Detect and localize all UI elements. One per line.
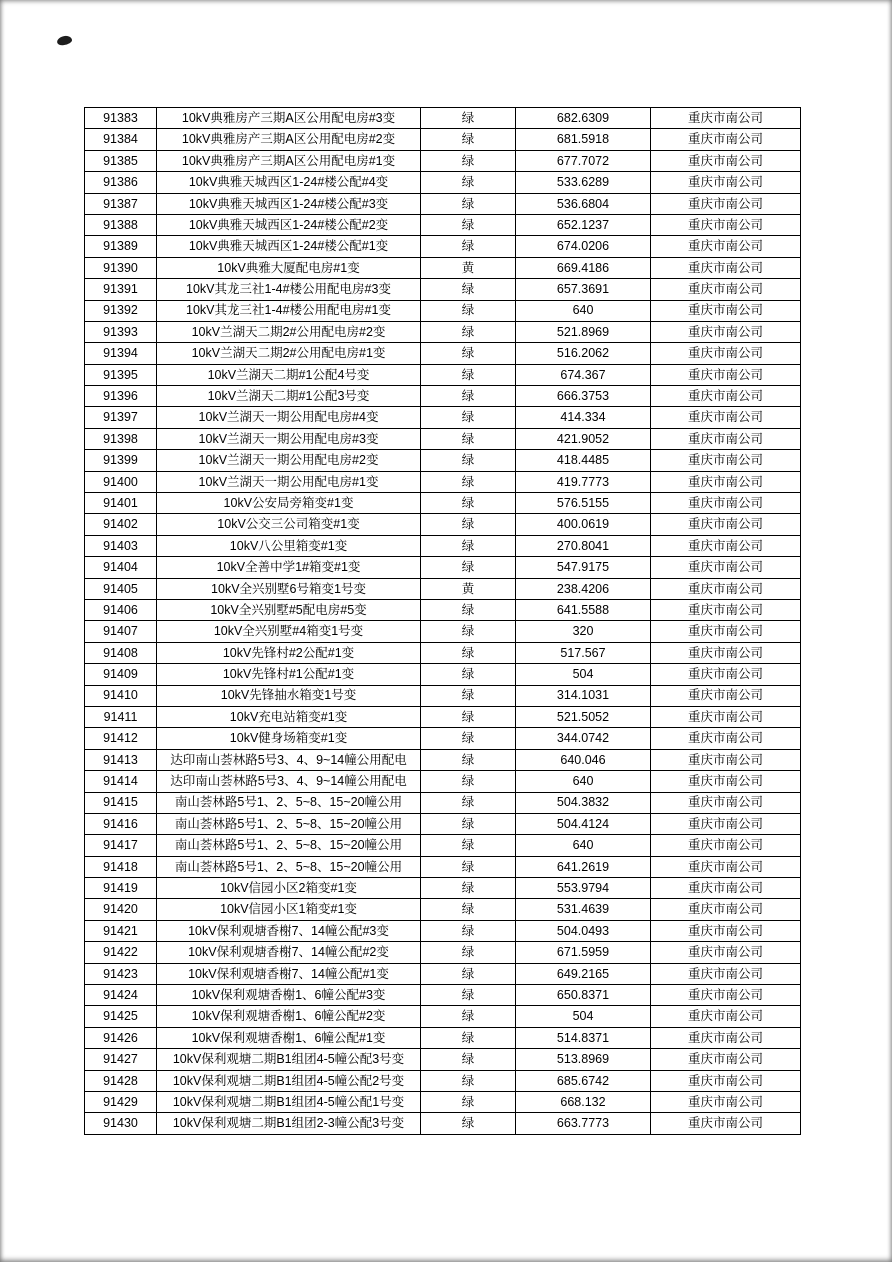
cell-name: 10kV典雅房产三期A区公用配电房#1变 <box>157 150 421 171</box>
cell-name: 10kV公安局旁箱变#1变 <box>157 493 421 514</box>
cell-status: 黄 <box>421 578 516 599</box>
cell-status: 绿 <box>421 364 516 385</box>
table-row <box>85 920 801 941</box>
table-row <box>85 193 801 214</box>
table-row <box>85 300 801 321</box>
table-row <box>85 856 801 877</box>
cell-status: 绿 <box>421 856 516 877</box>
cell-status: 绿 <box>421 963 516 984</box>
cell-value: 553.9794 <box>516 878 651 899</box>
cell-status: 绿 <box>421 407 516 428</box>
cell-company: 重庆市南公司 <box>651 557 801 578</box>
cell-id: 91408 <box>85 642 157 663</box>
cell-id: 91385 <box>85 150 157 171</box>
table-row <box>85 728 801 749</box>
table-row <box>85 450 801 471</box>
cell-status: 绿 <box>421 193 516 214</box>
cell-status: 绿 <box>421 1027 516 1048</box>
cell-id: 91387 <box>85 193 157 214</box>
cell-name: 南山荟林路5号1、2、5~8、15~20幢公用 <box>157 835 421 856</box>
cell-name: 10kV保利观塘二期B1组团2-3幢公配3号变 <box>157 1113 421 1134</box>
cell-company: 重庆市南公司 <box>651 578 801 599</box>
cell-value: 517.567 <box>516 642 651 663</box>
cell-id: 91390 <box>85 257 157 278</box>
cell-name: 10kV其龙三社1-4#楼公用配电房#3变 <box>157 279 421 300</box>
cell-id: 91403 <box>85 535 157 556</box>
cell-status: 绿 <box>421 792 516 813</box>
cell-status: 绿 <box>421 214 516 235</box>
cell-name: 10kV保利观塘香榭1、6幢公配#2变 <box>157 1006 421 1027</box>
cell-id: 91419 <box>85 878 157 899</box>
cell-name: 10kV典雅天城西区1-24#楼公配#3变 <box>157 193 421 214</box>
cell-id: 91398 <box>85 428 157 449</box>
cell-status: 绿 <box>421 279 516 300</box>
cell-value: 669.4186 <box>516 257 651 278</box>
cell-status: 绿 <box>421 664 516 685</box>
cell-company: 重庆市南公司 <box>651 813 801 834</box>
cell-company: 重庆市南公司 <box>651 642 801 663</box>
cell-status: 绿 <box>421 942 516 963</box>
table-row <box>85 257 801 278</box>
cell-company: 重庆市南公司 <box>651 621 801 642</box>
cell-status: 绿 <box>421 428 516 449</box>
cell-name: 10kV兰湖天二期2#公用配电房#1变 <box>157 343 421 364</box>
cell-value: 668.132 <box>516 1091 651 1112</box>
cell-id: 91423 <box>85 963 157 984</box>
cell-value: 640 <box>516 835 651 856</box>
cell-value: 641.2619 <box>516 856 651 877</box>
cell-value: 514.8371 <box>516 1027 651 1048</box>
cell-id: 91384 <box>85 129 157 150</box>
cell-company: 重庆市南公司 <box>651 407 801 428</box>
cell-status: 绿 <box>421 621 516 642</box>
cell-status: 绿 <box>421 321 516 342</box>
cell-value: 663.7773 <box>516 1113 651 1134</box>
cell-value: 533.6289 <box>516 172 651 193</box>
cell-id: 91394 <box>85 343 157 364</box>
cell-name: 10kV全兴别墅6号箱变1号变 <box>157 578 421 599</box>
cell-company: 重庆市南公司 <box>651 1049 801 1070</box>
cell-company: 重庆市南公司 <box>651 450 801 471</box>
cell-id: 91430 <box>85 1113 157 1134</box>
cell-name: 10kV典雅房产三期A区公用配电房#2变 <box>157 129 421 150</box>
cell-company: 重庆市南公司 <box>651 792 801 813</box>
cell-name: 10kV先锋村#2公配#1变 <box>157 642 421 663</box>
cell-status: 绿 <box>421 343 516 364</box>
table-row <box>85 386 801 407</box>
cell-company: 重庆市南公司 <box>651 108 801 129</box>
cell-name: 10kV全兴别墅#4箱变1号变 <box>157 621 421 642</box>
cell-value: 640 <box>516 300 651 321</box>
cell-status: 绿 <box>421 685 516 706</box>
cell-status: 绿 <box>421 599 516 620</box>
table-row <box>85 1113 801 1134</box>
cell-name: 10kV典雅房产三期A区公用配电房#3变 <box>157 108 421 129</box>
cell-name: 10kV保利观塘二期B1组团4-5幢公配2号变 <box>157 1070 421 1091</box>
cell-company: 重庆市南公司 <box>651 321 801 342</box>
cell-value: 681.5918 <box>516 129 651 150</box>
cell-name: 南山荟林路5号1、2、5~8、15~20幢公用 <box>157 792 421 813</box>
transformer-table <box>84 107 801 1135</box>
cell-id: 91401 <box>85 493 157 514</box>
table-row <box>85 236 801 257</box>
cell-company: 重庆市南公司 <box>651 257 801 278</box>
cell-company: 重庆市南公司 <box>651 172 801 193</box>
cell-id: 91393 <box>85 321 157 342</box>
cell-name: 10kV保利观塘香榭7、14幢公配#2变 <box>157 942 421 963</box>
cell-name: 10kV健身场箱变#1变 <box>157 728 421 749</box>
cell-company: 重庆市南公司 <box>651 535 801 556</box>
cell-id: 91414 <box>85 771 157 792</box>
cell-name: 南山荟林路5号1、2、5~8、15~20幢公用 <box>157 813 421 834</box>
table-row <box>85 343 801 364</box>
table-row <box>85 792 801 813</box>
cell-value: 504 <box>516 664 651 685</box>
cell-company: 重庆市南公司 <box>651 963 801 984</box>
cell-value: 414.334 <box>516 407 651 428</box>
cell-name: 10kV兰湖天二期2#公用配电房#2变 <box>157 321 421 342</box>
cell-id: 91421 <box>85 920 157 941</box>
table-row <box>85 621 801 642</box>
cell-value: 685.6742 <box>516 1070 651 1091</box>
cell-company: 重庆市南公司 <box>651 899 801 920</box>
cell-id: 91428 <box>85 1070 157 1091</box>
table-row <box>85 642 801 663</box>
cell-value: 344.0742 <box>516 728 651 749</box>
cell-id: 91397 <box>85 407 157 428</box>
cell-name: 10kV充电站箱变#1变 <box>157 706 421 727</box>
cell-name: 10kV先锋村#1公配#1变 <box>157 664 421 685</box>
cell-id: 91425 <box>85 1006 157 1027</box>
cell-value: 504.0493 <box>516 920 651 941</box>
cell-name: 10kV其龙三社1-4#楼公用配电房#1变 <box>157 300 421 321</box>
table-row <box>85 514 801 535</box>
table-row <box>85 1027 801 1048</box>
cell-value: 238.4206 <box>516 578 651 599</box>
cell-id: 91402 <box>85 514 157 535</box>
cell-name: 10kV全兴别墅#5配电房#5变 <box>157 599 421 620</box>
cell-name: 10kV兰湖天二期#1公配4号变 <box>157 364 421 385</box>
table-row <box>85 1006 801 1027</box>
cell-id: 91429 <box>85 1091 157 1112</box>
cell-value: 419.7773 <box>516 471 651 492</box>
cell-name: 10kV八公里箱变#1变 <box>157 535 421 556</box>
table-row <box>85 172 801 193</box>
cell-company: 重庆市南公司 <box>651 685 801 706</box>
table-row <box>85 428 801 449</box>
cell-company: 重庆市南公司 <box>651 942 801 963</box>
cell-company: 重庆市南公司 <box>651 364 801 385</box>
cell-status: 绿 <box>421 771 516 792</box>
cell-id: 91392 <box>85 300 157 321</box>
cell-company: 重庆市南公司 <box>651 771 801 792</box>
table-body <box>85 108 801 1135</box>
cell-value: 521.5052 <box>516 706 651 727</box>
cell-id: 91388 <box>85 214 157 235</box>
cell-status: 绿 <box>421 450 516 471</box>
cell-id: 91427 <box>85 1049 157 1070</box>
cell-company: 重庆市南公司 <box>651 493 801 514</box>
cell-value: 314.1031 <box>516 685 651 706</box>
cell-id: 91417 <box>85 835 157 856</box>
cell-value: 521.8969 <box>516 321 651 342</box>
cell-status: 绿 <box>421 899 516 920</box>
cell-status: 绿 <box>421 172 516 193</box>
cell-value: 421.9052 <box>516 428 651 449</box>
cell-status: 绿 <box>421 108 516 129</box>
cell-value: 641.5588 <box>516 599 651 620</box>
table-row <box>85 321 801 342</box>
cell-id: 91412 <box>85 728 157 749</box>
cell-value: 640 <box>516 771 651 792</box>
cell-value: 516.2062 <box>516 343 651 364</box>
cell-status: 绿 <box>421 706 516 727</box>
cell-value: 504.3832 <box>516 792 651 813</box>
cell-name: 10kV兰湖天一期公用配电房#4变 <box>157 407 421 428</box>
cell-status: 绿 <box>421 150 516 171</box>
cell-company: 重庆市南公司 <box>651 428 801 449</box>
cell-company: 重庆市南公司 <box>651 1113 801 1134</box>
table-row <box>85 664 801 685</box>
cell-value: 677.7072 <box>516 150 651 171</box>
table-row <box>85 706 801 727</box>
table-row <box>85 493 801 514</box>
cell-value: 671.5959 <box>516 942 651 963</box>
cell-value: 650.8371 <box>516 985 651 1006</box>
cell-company: 重庆市南公司 <box>651 1070 801 1091</box>
table-row <box>85 279 801 300</box>
cell-id: 91410 <box>85 685 157 706</box>
table-row <box>85 129 801 150</box>
cell-name: 10kV典雅天城西区1-24#楼公配#2变 <box>157 214 421 235</box>
table-row <box>85 599 801 620</box>
cell-value: 400.0619 <box>516 514 651 535</box>
table-row <box>85 214 801 235</box>
cell-value: 418.4485 <box>516 450 651 471</box>
cell-id: 91399 <box>85 450 157 471</box>
cell-id: 91416 <box>85 813 157 834</box>
cell-status: 绿 <box>421 835 516 856</box>
cell-value: 674.0206 <box>516 236 651 257</box>
cell-status: 绿 <box>421 129 516 150</box>
cell-status: 绿 <box>421 642 516 663</box>
cell-status: 绿 <box>421 878 516 899</box>
table-row <box>85 942 801 963</box>
cell-id: 91411 <box>85 706 157 727</box>
table-row <box>85 899 801 920</box>
cell-id: 91418 <box>85 856 157 877</box>
table-row <box>85 364 801 385</box>
cell-status: 绿 <box>421 1070 516 1091</box>
cell-company: 重庆市南公司 <box>651 1006 801 1027</box>
cell-company: 重庆市南公司 <box>651 920 801 941</box>
cell-company: 重庆市南公司 <box>651 1027 801 1048</box>
table-row <box>85 813 801 834</box>
cell-name: 10kV典雅天城西区1-24#楼公配#4变 <box>157 172 421 193</box>
cell-id: 91395 <box>85 364 157 385</box>
cell-company: 重庆市南公司 <box>651 514 801 535</box>
cell-name: 10kV信园小区2箱变#1变 <box>157 878 421 899</box>
cell-status: 绿 <box>421 813 516 834</box>
cell-company: 重庆市南公司 <box>651 279 801 300</box>
cell-company: 重庆市南公司 <box>651 1091 801 1112</box>
cell-value: 531.4639 <box>516 899 651 920</box>
cell-value: 649.2165 <box>516 963 651 984</box>
table-row <box>85 963 801 984</box>
cell-status: 黄 <box>421 257 516 278</box>
cell-value: 682.6309 <box>516 108 651 129</box>
cell-name: 达印南山荟林路5号3、4、9~14幢公用配电 <box>157 749 421 770</box>
cell-company: 重庆市南公司 <box>651 129 801 150</box>
cell-id: 91396 <box>85 386 157 407</box>
table-row <box>85 685 801 706</box>
table-row <box>85 471 801 492</box>
cell-company: 重庆市南公司 <box>651 985 801 1006</box>
cell-company: 重庆市南公司 <box>651 706 801 727</box>
cell-name: 10kV信园小区1箱变#1变 <box>157 899 421 920</box>
cell-company: 重庆市南公司 <box>651 749 801 770</box>
cell-status: 绿 <box>421 728 516 749</box>
cell-name: 10kV兰湖天一期公用配电房#2变 <box>157 450 421 471</box>
cell-company: 重庆市南公司 <box>651 835 801 856</box>
cell-status: 绿 <box>421 1006 516 1027</box>
cell-id: 91405 <box>85 578 157 599</box>
table-row <box>85 557 801 578</box>
table-row <box>85 835 801 856</box>
cell-name: 10kV典雅天城西区1-24#楼公配#1变 <box>157 236 421 257</box>
cell-name: 10kV兰湖天二期#1公配3号变 <box>157 386 421 407</box>
cell-value: 547.9175 <box>516 557 651 578</box>
cell-id: 91424 <box>85 985 157 1006</box>
cell-status: 绿 <box>421 386 516 407</box>
cell-id: 91391 <box>85 279 157 300</box>
table-row <box>85 878 801 899</box>
cell-name: 10kV保利观塘香榭1、6幢公配#1变 <box>157 1027 421 1048</box>
cell-company: 重庆市南公司 <box>651 214 801 235</box>
cell-value: 536.6804 <box>516 193 651 214</box>
cell-name: 10kV兰湖天一期公用配电房#3变 <box>157 428 421 449</box>
cell-value: 640.046 <box>516 749 651 770</box>
cell-status: 绿 <box>421 749 516 770</box>
cell-value: 657.3691 <box>516 279 651 300</box>
cell-company: 重庆市南公司 <box>651 471 801 492</box>
table-row <box>85 1049 801 1070</box>
cell-company: 重庆市南公司 <box>651 856 801 877</box>
cell-value: 674.367 <box>516 364 651 385</box>
table-row <box>85 985 801 1006</box>
cell-id: 91415 <box>85 792 157 813</box>
table-row <box>85 771 801 792</box>
table-row <box>85 749 801 770</box>
cell-name: 10kV公交三公司箱变#1变 <box>157 514 421 535</box>
cell-id: 91389 <box>85 236 157 257</box>
cell-name: 10kV保利观塘香榭1、6幢公配#3变 <box>157 985 421 1006</box>
cell-name: 10kV兰湖天一期公用配电房#1变 <box>157 471 421 492</box>
table-row <box>85 407 801 428</box>
cell-company: 重庆市南公司 <box>651 150 801 171</box>
cell-id: 91413 <box>85 749 157 770</box>
cell-value: 666.3753 <box>516 386 651 407</box>
cell-status: 绿 <box>421 1049 516 1070</box>
cell-id: 91406 <box>85 599 157 620</box>
cell-id: 91420 <box>85 899 157 920</box>
cell-name: 10kV保利观塘香榭7、14幢公配#3变 <box>157 920 421 941</box>
cell-value: 652.1237 <box>516 214 651 235</box>
cell-id: 91404 <box>85 557 157 578</box>
cell-company: 重庆市南公司 <box>651 386 801 407</box>
cell-name: 10kV全善中学1#箱变#1变 <box>157 557 421 578</box>
cell-status: 绿 <box>421 535 516 556</box>
table-row <box>85 150 801 171</box>
cell-status: 绿 <box>421 300 516 321</box>
cell-id: 91409 <box>85 664 157 685</box>
cell-value: 320 <box>516 621 651 642</box>
cell-value: 576.5155 <box>516 493 651 514</box>
cell-company: 重庆市南公司 <box>651 664 801 685</box>
cell-id: 91386 <box>85 172 157 193</box>
cell-value: 504.4124 <box>516 813 651 834</box>
cell-id: 91407 <box>85 621 157 642</box>
cell-name: 10kV典雅大厦配电房#1变 <box>157 257 421 278</box>
cell-company: 重庆市南公司 <box>651 343 801 364</box>
cell-status: 绿 <box>421 1091 516 1112</box>
cell-company: 重庆市南公司 <box>651 236 801 257</box>
cell-status: 绿 <box>421 236 516 257</box>
cell-value: 504 <box>516 1006 651 1027</box>
cell-id: 91383 <box>85 108 157 129</box>
table-row <box>85 1091 801 1112</box>
cell-name: 达印南山荟林路5号3、4、9~14幢公用配电 <box>157 771 421 792</box>
table-row <box>85 108 801 129</box>
cell-status: 绿 <box>421 920 516 941</box>
table-row <box>85 535 801 556</box>
cell-status: 绿 <box>421 1113 516 1134</box>
cell-status: 绿 <box>421 985 516 1006</box>
cell-name: 10kV先锋抽水箱变1号变 <box>157 685 421 706</box>
cell-name: 10kV保利观塘香榭7、14幢公配#1变 <box>157 963 421 984</box>
scan-artifact <box>56 35 72 46</box>
cell-status: 绿 <box>421 514 516 535</box>
cell-status: 绿 <box>421 557 516 578</box>
cell-id: 91426 <box>85 1027 157 1048</box>
cell-status: 绿 <box>421 471 516 492</box>
table-row <box>85 1070 801 1091</box>
cell-value: 270.8041 <box>516 535 651 556</box>
table-row <box>85 578 801 599</box>
cell-id: 91422 <box>85 942 157 963</box>
cell-value: 513.8969 <box>516 1049 651 1070</box>
cell-id: 91400 <box>85 471 157 492</box>
cell-status: 绿 <box>421 493 516 514</box>
cell-company: 重庆市南公司 <box>651 728 801 749</box>
cell-name: 南山荟林路5号1、2、5~8、15~20幢公用 <box>157 856 421 877</box>
cell-company: 重庆市南公司 <box>651 878 801 899</box>
cell-company: 重庆市南公司 <box>651 599 801 620</box>
cell-company: 重庆市南公司 <box>651 300 801 321</box>
cell-company: 重庆市南公司 <box>651 193 801 214</box>
cell-name: 10kV保利观塘二期B1组团4-5幢公配1号变 <box>157 1091 421 1112</box>
cell-name: 10kV保利观塘二期B1组团4-5幢公配3号变 <box>157 1049 421 1070</box>
